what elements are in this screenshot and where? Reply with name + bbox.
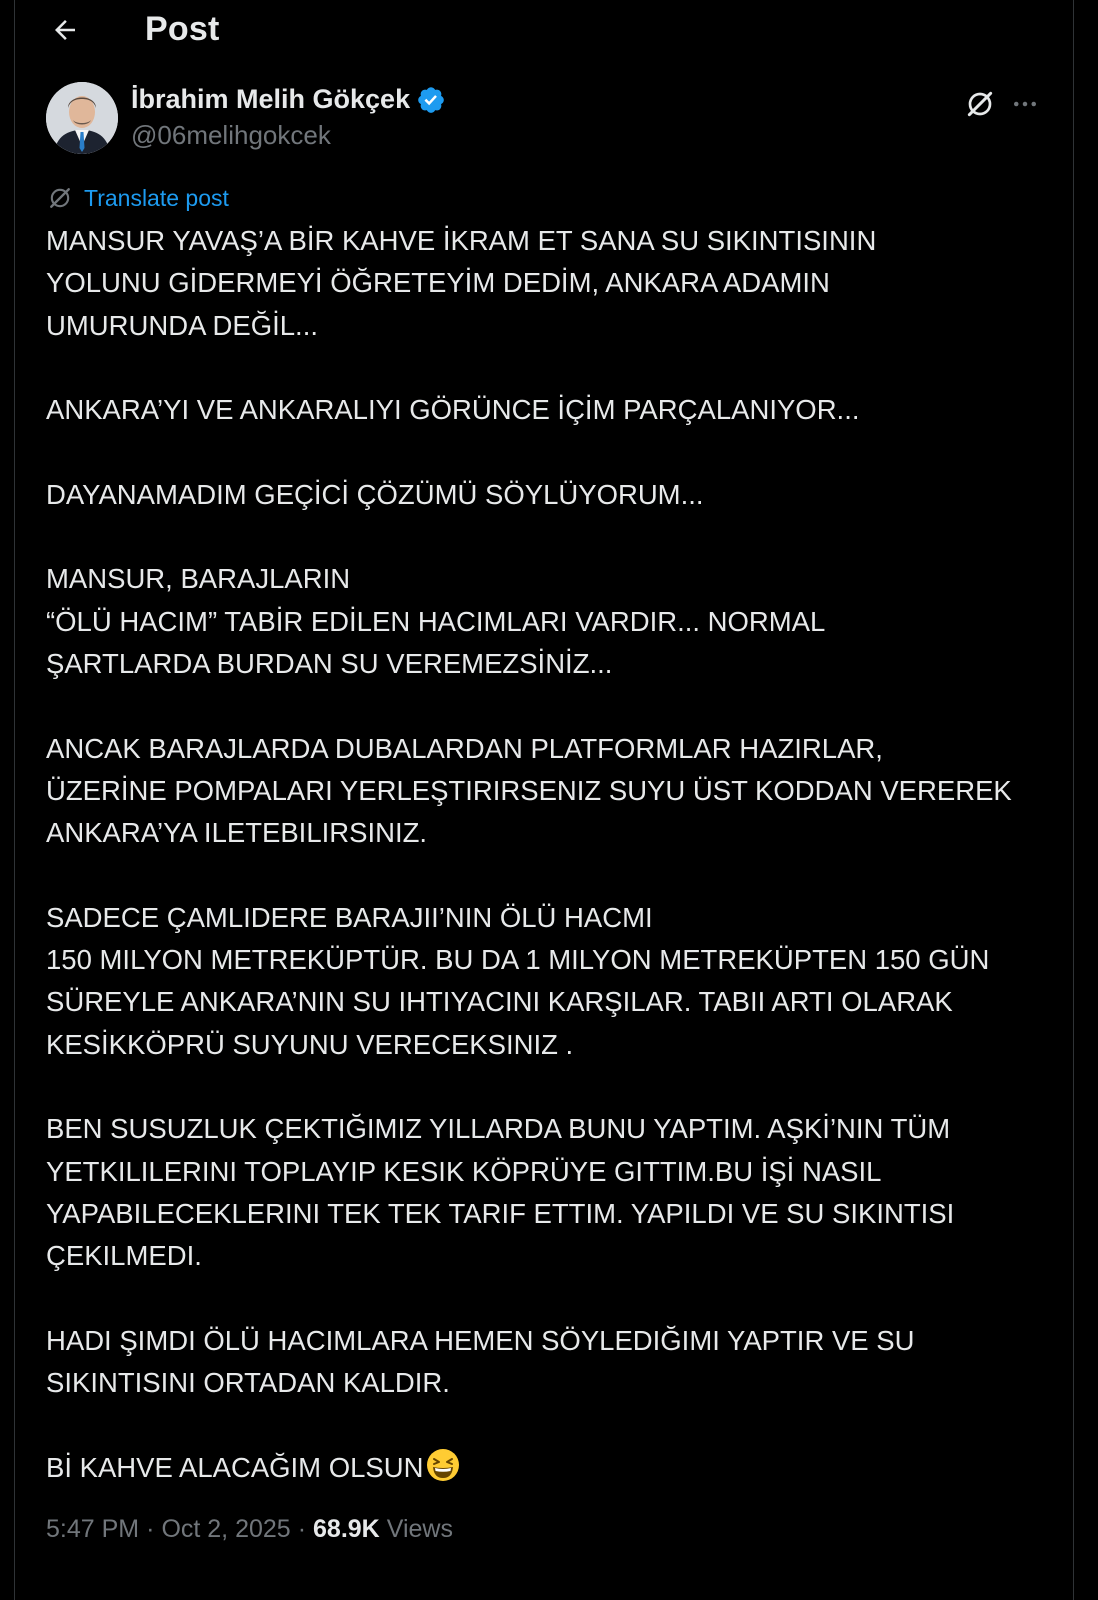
post-text-line — [46, 347, 1056, 389]
post-text — [46, 220, 1056, 1489]
more-button[interactable] — [1005, 84, 1045, 124]
post-text-line-content: SADECE ÇAMLIDERE BARAJII’NIN ÖLÜ HACMI — [46, 901, 653, 933]
post-meta — [46, 1515, 453, 1544]
arrow-left-icon — [50, 15, 80, 45]
verified-badge-icon[interactable] — [416, 85, 446, 115]
post-text-line — [46, 939, 1056, 981]
post-text-line — [46, 1277, 1056, 1319]
post-text-line — [46, 1151, 1056, 1193]
post-text-line-content: ÇEKILMEDI. — [46, 1240, 202, 1272]
post-text-line — [46, 1235, 1056, 1277]
post-text-line — [46, 1447, 1056, 1489]
post-text-line — [46, 1108, 1056, 1150]
post-text-line-content: YETKILILERINI TOPLAYIP KESIK KÖPRÜYE GITTIM.BU İŞİ NASIL — [46, 1155, 882, 1187]
views-count: 68.9K — [313, 1515, 380, 1543]
author-row — [15, 78, 1075, 158]
post-text-line — [46, 558, 1056, 600]
post-text-line — [46, 601, 1056, 643]
post-text-line — [46, 685, 1056, 727]
grok-icon — [964, 88, 996, 120]
translate-icon — [46, 184, 74, 212]
post-text-line-content: ANCAK BARAJLARDA DUBALARDAN PLATFORMLAR HAZIRLAR, — [46, 732, 883, 764]
post-text-line — [46, 1404, 1056, 1446]
post-text-line — [46, 389, 1056, 431]
grok-button[interactable] — [960, 84, 1000, 124]
post-text-line-content: KESİKKÖPRÜ SUYUNU VERECEKSINIZ . — [46, 1028, 574, 1060]
post-text-line — [46, 643, 1056, 685]
post-text-line-content: YAPABILECEKLERINI TEK TEK TARIF ETTIM. YAPILDI VE SU SIKINTISI — [46, 1197, 955, 1229]
author-handle[interactable]: @06melihgokcek — [131, 120, 331, 150]
post-text-line — [46, 1362, 1056, 1404]
post-text-line — [46, 1066, 1056, 1108]
translate-post-label: Translate post — [84, 184, 229, 211]
page-title: Post — [145, 10, 220, 48]
post-text-line — [46, 1024, 1056, 1066]
post-date[interactable]: Oct 2, 2025 — [161, 1515, 291, 1543]
post-text-line-content: ÜZERİNE POMPALARI YERLEŞTIRIRSENIZ SUYU ÜST KODDAN VEREREK — [46, 774, 1012, 806]
post-text-line — [46, 770, 1056, 812]
post-text-line-content: 150 MILYON METREKÜPTÜR. BU DA 1 MILYON METREKÜPTEN 150 GÜN — [46, 944, 990, 976]
meta-separator: · — [297, 1515, 307, 1543]
post-text-line — [46, 854, 1056, 896]
post-text-line-content: ANKARA’YI VE ANKARALIYI GÖRÜNCE İÇİM PARÇALANIYOR... — [46, 394, 860, 426]
post-text-line-content: SIKINTISINI ORTADAN KALDIR. — [46, 1367, 450, 1399]
post-text-line-content: ŞARTLARDA BURDAN SU VEREMEZSİNİZ... — [46, 647, 613, 679]
grinning-squinting-face-emoji — [425, 1447, 461, 1483]
post-text-line-content: ANKARA’YA ILETEBILIRSINIZ. — [46, 817, 428, 849]
post-text-line-content: MANSUR YAVAŞ’A BİR KAHVE İKRAM ET SANA SU SIKINTISININ — [46, 225, 877, 256]
post-detail-column — [14, 0, 1074, 1600]
post-text-line — [46, 728, 1056, 770]
top-bar — [15, 0, 1075, 62]
post-text-line-content: MANSUR, BARAJLARIN — [46, 563, 351, 595]
meta-separator: · — [146, 1515, 155, 1543]
post-text-line — [46, 516, 1056, 558]
views-label: Views — [386, 1515, 453, 1543]
post-text-line — [46, 305, 1056, 347]
post-text-line — [46, 812, 1056, 854]
post-text-line — [46, 220, 1056, 262]
post-text-line — [46, 431, 1056, 473]
post-text-line — [46, 981, 1056, 1023]
translate-post-button[interactable] — [46, 184, 229, 212]
post-text-line — [46, 897, 1056, 939]
back-button[interactable] — [45, 10, 85, 50]
author-display-name[interactable]: İbrahim Melih Gökçek — [131, 84, 411, 114]
post-text-line — [46, 262, 1056, 304]
post-text-line-content: Bİ KAHVE ALACAĞIM OLSUN — [46, 1451, 424, 1483]
post-text-line-content: BEN SUSUZLUK ÇEKTIĞIMIZ YILLARDA BUNU YAPTIM. AŞKİ’NIN TÜM — [46, 1113, 951, 1145]
post-time[interactable]: 5:47 PM — [46, 1515, 140, 1543]
post-text-line-content: “ÖLÜ HACIM” TABİR EDİLEN HACIMLARI VARDIR... NORMAL — [46, 605, 826, 637]
post-text-line-content: DAYANAMADIM GEÇİCİ ÇÖZÜMÜ SÖYLÜYORUM... — [46, 478, 704, 510]
post-text-line-content: UMURUNDA DEĞİL... — [46, 309, 318, 341]
post-text-line — [46, 1193, 1056, 1235]
post-text-line — [46, 474, 1056, 516]
post-text-line — [46, 1320, 1056, 1362]
author-name-line — [131, 84, 446, 115]
avatar[interactable] — [46, 82, 118, 154]
post-text-line-content: YOLUNU GİDERMEYİ ÖĞRETEYİM DEDİM, ANKARA ADAMIN — [46, 267, 830, 299]
post-text-line-content: SÜREYLE ANKARA’NIN SU IHTIYACINI KARŞILAR. TABII ARTI OLARAK — [46, 986, 953, 1018]
more-horizontal-icon — [1010, 89, 1040, 119]
post-text-line-content: HADI ŞIMDI ÖLÜ HACIMLARA HEMEN SÖYLEDIĞIMI YAPTIR VE SU — [46, 1324, 915, 1356]
